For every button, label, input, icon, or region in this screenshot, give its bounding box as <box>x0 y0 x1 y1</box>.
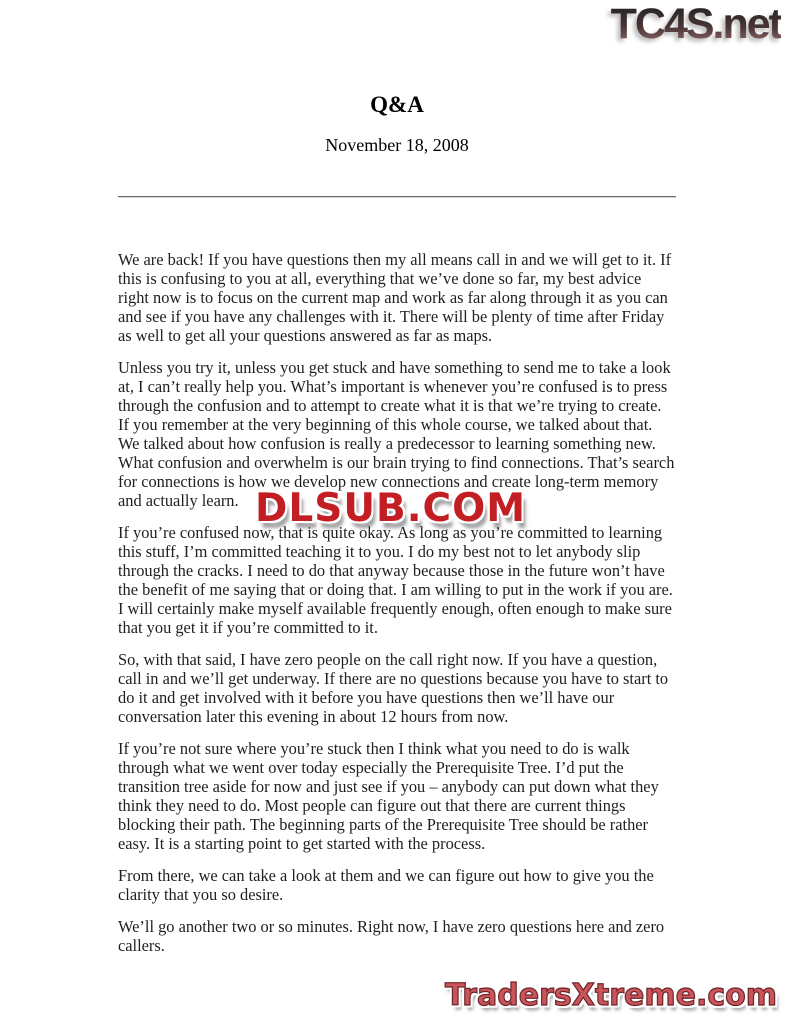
paragraph-3: If you’re confused now, that is quite okay. As long as you’re committed to learning this stuff, I’m committed teaching it to you. I do my best not to let anybody slip through the cracks. I need to do that anyway because those in the future won’t have the benefit of me saying that or doing that. I am willing to put in the work if you are. I will certainly make myself available frequently enough, often enough to make sure that you get it if you’re committed to it. <box>118 523 673 637</box>
paragraph-2: Unless you try it, unless you get stuck and have something to send me to take a look at, I can’t really help you. What’s important is whenever you’re confused is to press through the confusion and to attempt to create what it is that we’re trying to create. If you remember at the very beginning of this whole course, we talked about that. We talked about how confusion is really a predecessor to learning something new. What confusion and overwhelm is our brain trying to find connections. That’s search for connections is how we develop new connections and create long-term memory and actually learn. <box>118 358 675 510</box>
transcript-body <box>118 250 676 955</box>
document-date: November 18, 2008 <box>325 135 469 155</box>
tradersxtreme-site-logo: TradersXtreme.com <box>445 978 777 1013</box>
document-content <box>118 0 676 968</box>
paragraph-7: We’ll go another two or so minutes. Right now, I have zero questions here and zero callers. <box>118 917 665 955</box>
paragraph-4: So, with that said, I have zero people on the call right now. If you have a question, call in and we’ll get underway. If there are no questions because you have to start to do it and get involved with it before you have questions then we’ll have our conversation later this evening in about 12 hours from now. <box>118 650 669 726</box>
horizontal-rule <box>118 196 676 198</box>
paragraph-5: If you’re not sure where you’re stuck then I think what you need to do is walk through what we went over today especially the Prerequisite Tree. I’d put the transition tree aside for now and just see if you – anybody can put down what they think they need to do. Most people can figure out that there are current things blocking their path. The beginning parts of the Prerequisite Tree should be rather easy. It is a starting point to get started with the process. <box>118 739 659 853</box>
paragraph-1: We are back! If you have questions then my all means call in and we will get to it. If this is confusing to you at all, everything that we’ve done so far, my best advice right now is to focus on the current map and work as far along through it as you can and see if you have any challenges with it. There will be plenty of time after Friday as well to get all your questions answered as far as maps. <box>118 250 672 345</box>
paragraph-6: From there, we can take a look at them and we can figure out how to give you the clarity that you so desire. <box>118 866 654 904</box>
page-title: Q&A <box>370 92 424 117</box>
dlsub-watermark: DLSUB.COM <box>255 486 527 531</box>
tc4s-site-logo: TC4S.net <box>610 0 781 48</box>
